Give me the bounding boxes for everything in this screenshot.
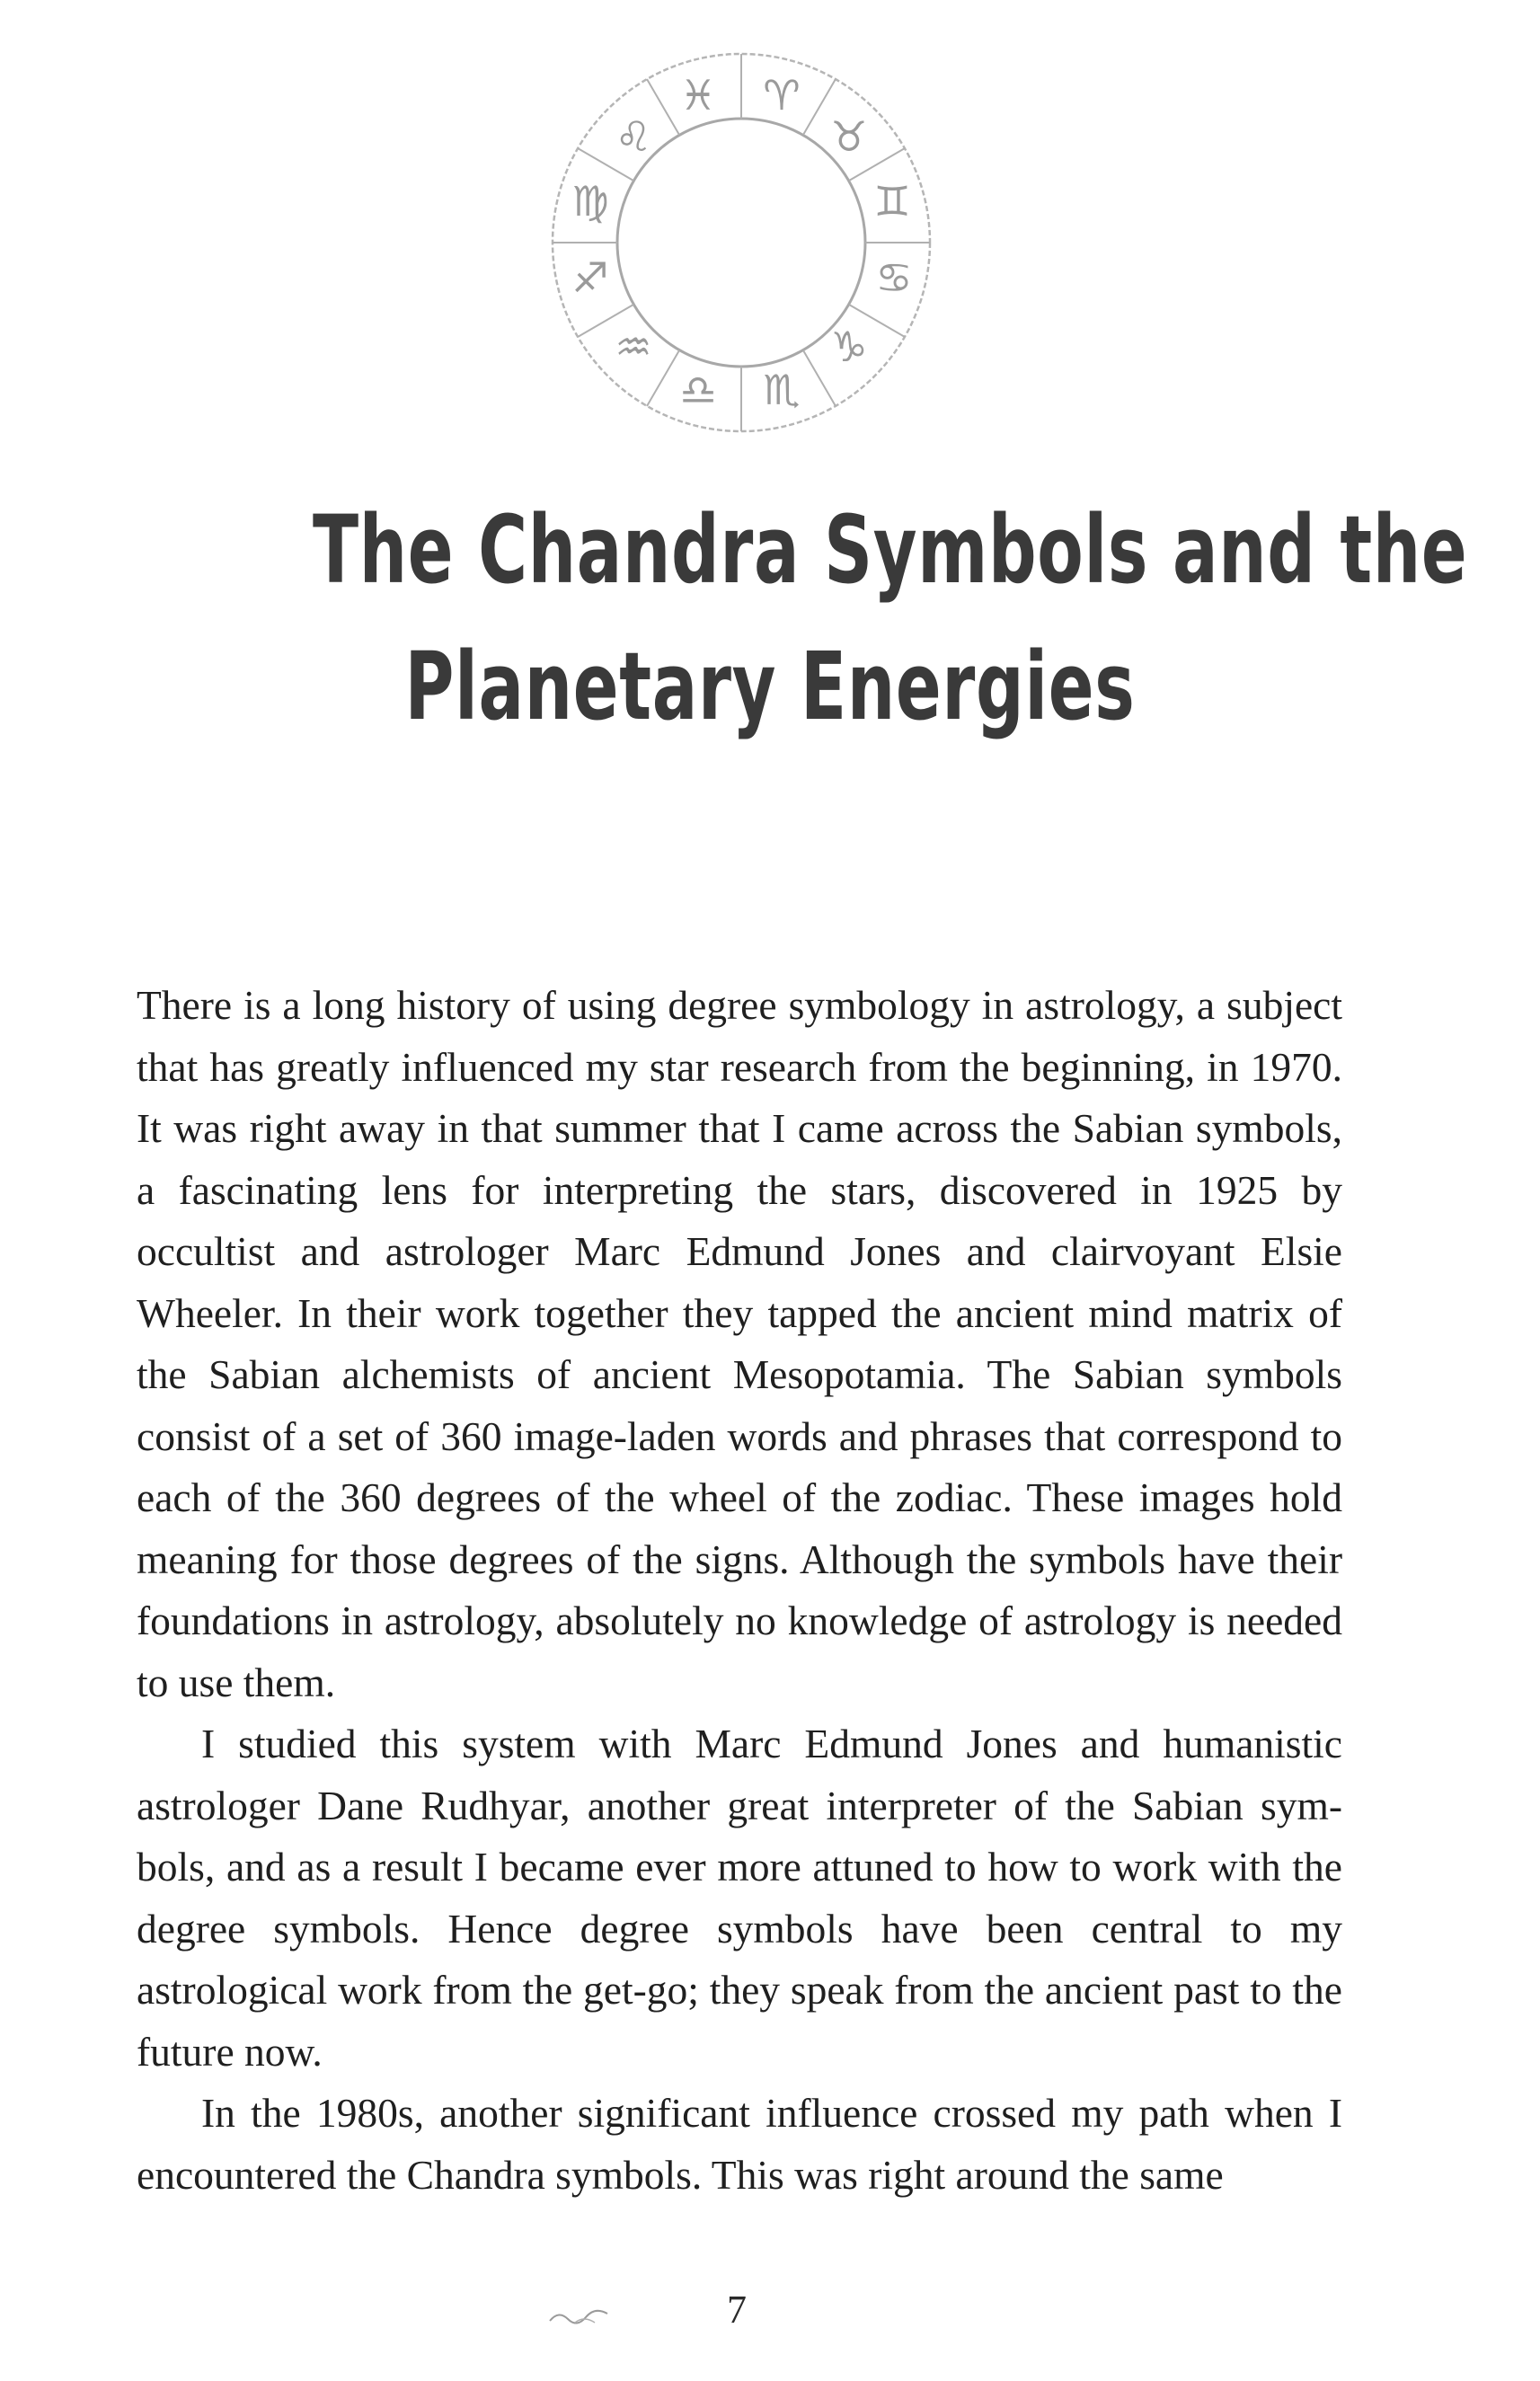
body-text — [137, 975, 1342, 2206]
footer-ornament-icon — [548, 2303, 611, 2330]
zodiac-wheel-icon — [508, 36, 975, 449]
libra-glyph: ♎ — [679, 366, 717, 414]
zodiac-wheel-graphic — [508, 36, 975, 449]
pisces-glyph: ♓ — [679, 71, 717, 119]
page-number: 7 — [727, 2288, 747, 2332]
gemini-glyph: ♊ — [873, 177, 911, 226]
cancer-glyph: ♋ — [875, 253, 913, 302]
aries-glyph: ♈ — [763, 71, 801, 119]
virgo-glyph: ♍ — [571, 177, 609, 226]
body-paragraph-3: In the 1980s, another significant influence crossed my path when I encountered the Chandra symbols. This was right around the same — [137, 2090, 1342, 2198]
taurus-glyph: ♉ — [830, 112, 868, 161]
page-footer — [0, 2287, 1540, 2341]
chapter-title-line-2: Planetary Energies — [404, 632, 1136, 741]
leo-glyph: ♌ — [615, 112, 652, 161]
chapter-title-line-1: The Chandra Symbols and the — [312, 495, 1468, 605]
sagittarius-glyph: ♐ — [571, 253, 609, 302]
capricorn-glyph: ♑ — [830, 323, 868, 371]
aquarius-glyph: ♒ — [615, 323, 652, 371]
body-paragraph-1: There is a long history of using degree symbology in astrology, a subject that has greatly influenced my star research from the beginning, in 1970. It was right away in that summer that I came across the Sabian symbols, a fascinating lens for interpreting the stars, discovered in 1925 by occultist and astrologer Marc Edmund Jones and clairvoyant Elsie Wheeler. In their work together they tapped the ancient mind matrix of the Sabian alchemists of ancient Mesopotamia. The Sabian symbols consist of a set of 360 image-laden words and phrases that correspond to each of the 360 degrees of the wheel of the zodiac. These images hold meaning for those degrees of the signs. Although the symbols have their foundations in astrology, absolutely no knowledge of astrology is needed to use them. — [137, 982, 1342, 1705]
body-paragraph-2: I studied this system with Marc Edmund Jones and humanistic astrologer Dane Rudhyar, another great interpreter of the Sabian symbols, and as a result I became ever more attuned to how to work with the degree symbols. Hence degree symbols have been central to my astrological work from the get-go; they speak from the ancient past to the future now. — [137, 1721, 1342, 2075]
scorpio-glyph: ♏ — [763, 366, 801, 414]
zodiac-inner-ring — [617, 119, 865, 367]
zodiac-spokes — [553, 54, 930, 431]
